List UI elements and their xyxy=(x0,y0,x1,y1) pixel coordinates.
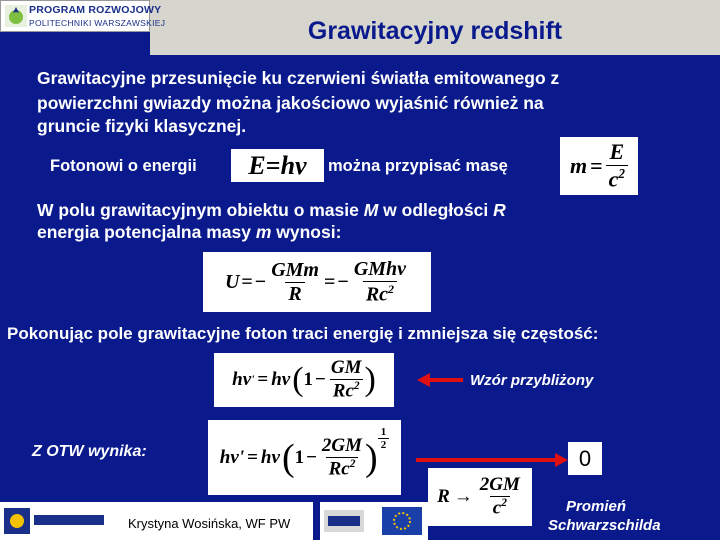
exponent-2: 2 xyxy=(618,166,626,182)
symbol-one: 1 xyxy=(294,446,305,468)
denominator-c2 xyxy=(490,496,510,519)
denominator-Rc2 xyxy=(363,281,397,307)
exponent-2: 2 xyxy=(501,497,507,510)
gr-label: Z OTW wynika: xyxy=(32,443,147,460)
symbol-one: 1 xyxy=(303,369,314,390)
denominator-Rc2 xyxy=(330,379,363,402)
formula-potential-energy xyxy=(203,252,431,312)
field-line-1 xyxy=(37,200,506,221)
numerator-2GM: 2GM xyxy=(321,434,363,456)
symbol-prime: ' xyxy=(238,446,245,468)
field-text-a: W polu grawitacyjnym obiektu o masie xyxy=(37,200,364,220)
symbol-c: c xyxy=(608,166,619,192)
symbol-c: c xyxy=(492,497,502,519)
symbol-minus: − xyxy=(337,270,349,293)
symbol-nu: ν xyxy=(397,257,407,280)
field-text-d: wynosi: xyxy=(271,222,342,242)
symbol-nu: ν xyxy=(295,151,307,180)
exponent-2: 2 xyxy=(388,281,395,296)
formula-photon-mass xyxy=(560,137,638,195)
intro-line-2: powierzchni gwiazdy można jakościowo wyjaśnić również na xyxy=(37,93,544,113)
exponent-2: 2 xyxy=(349,457,356,470)
symbol-h: h xyxy=(271,369,282,390)
approx-label: Wzór przybliżony xyxy=(470,372,594,389)
symbol-GMh: GMh xyxy=(353,257,398,280)
symbol-equals: = xyxy=(247,446,258,468)
numerator-GMm: GMm xyxy=(271,258,319,281)
symbol-U: U xyxy=(224,270,240,293)
symbol-prime: ' xyxy=(251,374,255,386)
denominator-R: R xyxy=(285,282,304,306)
half-denominator: 2 xyxy=(378,438,390,451)
footer-author-box xyxy=(108,502,313,540)
intro-line-3: gruncie fizyki klasycznej. xyxy=(37,116,247,136)
symbol-m: m xyxy=(569,153,588,178)
paren-open: ( xyxy=(292,361,304,398)
slide-title: Grawitacyjny redshift xyxy=(307,17,563,45)
symbol-nu: ν xyxy=(271,446,280,468)
symbol-Rc: Rc xyxy=(332,380,354,402)
symbol-nu: ν xyxy=(242,369,252,390)
field-symbol-R: R xyxy=(493,200,506,220)
field-text-c: energia potencjalna masy xyxy=(37,222,256,242)
paren-close: ) xyxy=(365,436,378,479)
approx-fraction xyxy=(328,357,365,402)
symbol-Rc: Rc xyxy=(365,283,389,306)
numerator-GMhnu xyxy=(351,258,409,281)
symbol-equals: = xyxy=(257,369,269,390)
schwarzschild-fraction xyxy=(477,474,523,519)
logo-title: PROGRAM ROZWOJOWY xyxy=(29,4,162,16)
eu-flag-icon xyxy=(382,507,422,535)
eu-logo xyxy=(320,502,428,540)
potential-fraction-2 xyxy=(351,258,409,307)
symbol-minus: − xyxy=(254,270,267,293)
symbol-h: h xyxy=(280,151,296,180)
formula-approximate xyxy=(214,353,394,407)
program-logo-icon xyxy=(4,4,28,28)
symbol-minus: − xyxy=(315,369,326,390)
symbol-h: h xyxy=(260,446,272,468)
numerator-GM: GM xyxy=(330,357,362,379)
gr-fraction xyxy=(319,435,365,480)
paren-open: ( xyxy=(281,436,295,479)
kapital-ludzki-logo xyxy=(0,502,108,540)
symbol-equals: = xyxy=(241,270,253,293)
formula-general-relativity xyxy=(208,420,401,495)
symbol-equals: = xyxy=(324,270,336,293)
field-symbol-m: m xyxy=(255,222,272,242)
symbol-Rc: Rc xyxy=(328,458,350,480)
kapital-ludzki-icon xyxy=(4,508,30,534)
fund-logo-icon xyxy=(324,510,364,532)
formula-photon-energy xyxy=(231,149,324,182)
symbol-equals: = xyxy=(590,153,603,178)
gr-arrow-icon xyxy=(416,452,568,468)
photon-mass-label: można przypisać masę xyxy=(328,157,508,175)
arrow-right-icon: → xyxy=(453,486,473,507)
mass-fraction xyxy=(606,139,628,192)
denominator-Rc2 xyxy=(326,457,359,480)
logo-subtitle: POLITECHNIKI WARSZAWSKIEJ xyxy=(29,18,166,28)
symbol-R: R xyxy=(437,486,450,507)
formula-schwarzschild xyxy=(428,468,532,526)
radius-label-2: Schwarzschilda xyxy=(548,517,661,534)
program-logo xyxy=(0,0,166,32)
photon-energy-label: Fotonowi o energii xyxy=(50,157,197,175)
intro-line-1: Grawitacyjne przesunięcie ku czerwieni światła emitowanego z xyxy=(37,68,560,88)
paren-close: ) xyxy=(364,361,376,398)
symbol-h: h xyxy=(219,446,231,468)
mass-numerator: E xyxy=(609,139,625,165)
energy-loss-text: Pokonując pole grawitacyjne foton traci energię i zmniejsza się częstość: xyxy=(7,324,599,343)
exponent-2: 2 xyxy=(353,380,360,393)
symbol-nu: ν xyxy=(230,446,239,468)
limit-value-box: 0 xyxy=(568,442,602,475)
exponent-half xyxy=(378,426,390,451)
kapital-ludzki-bar xyxy=(34,515,104,525)
numerator-2GM: 2GM xyxy=(479,474,520,496)
symbol-equals: = xyxy=(265,151,281,180)
symbol-nu: ν xyxy=(281,369,291,390)
field-line-2 xyxy=(37,222,341,243)
field-text-b: w odległości xyxy=(378,200,494,220)
mass-denominator xyxy=(606,165,628,192)
approx-arrow-icon xyxy=(417,372,463,388)
symbol-E: E xyxy=(248,151,266,180)
half-numerator: 1 xyxy=(380,426,387,438)
radius-label-1: Promień xyxy=(566,498,627,515)
footer-author: Krystyna Wosińska, WF PW xyxy=(128,516,291,531)
field-symbol-M: M xyxy=(363,200,379,220)
potential-fraction-1 xyxy=(268,259,322,306)
symbol-minus: − xyxy=(306,446,317,468)
symbol-h: h xyxy=(232,369,243,390)
